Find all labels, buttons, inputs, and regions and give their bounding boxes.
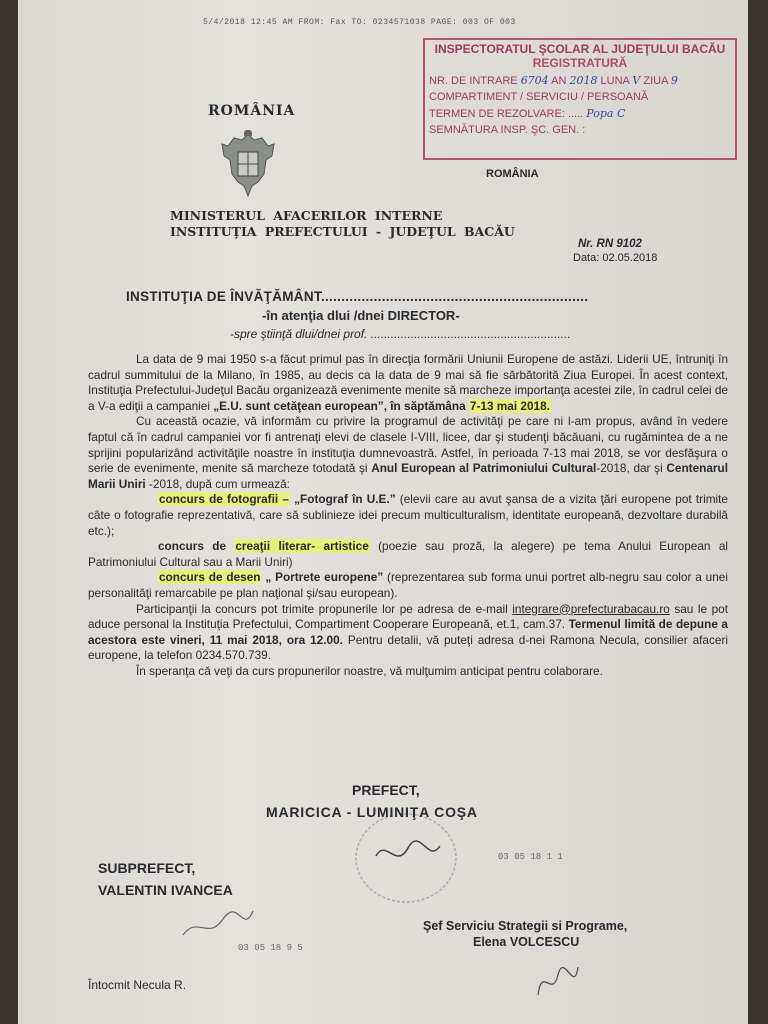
bullet-drawing-contest: concurs de desen „ Portrete europene” (reprezentarea sub forma unui portret alb-negru sau color a unei personalităţi remarcabile pe plan naţional şi/sau european). — [88, 570, 728, 600]
registry-stamp — [423, 38, 737, 160]
service-head-title: Şef Serviciu Strategii si Programe, — [423, 919, 628, 933]
coat-of-arms-icon — [218, 130, 278, 202]
addressee-teacher: -spre ştiinţă dlui/dnei prof. ............................................................ — [230, 327, 571, 341]
subprefect-block — [98, 857, 233, 901]
bullet-photo-contest: concurs de fotografii – „Fotograf în U.E.” (elevii care au avut şansa de a vizita ţări europene pot trimite câte o fotografie reprezentativă, care să sublinieze idei precum multiculturalism, identitate europeană, dezvoltare durabilă etc.); — [88, 492, 728, 538]
service-head-block — [423, 918, 627, 950]
subprefect-name: VALENTIN IVANCEA — [98, 882, 233, 898]
service-head-signature-icon — [528, 955, 588, 1005]
addressee-institution: INSTITUŢIA DE ÎNVĂŢĂMÂNT.................................................................. — [126, 289, 589, 304]
drafted-by: Întocmit Necula R. — [88, 978, 187, 992]
subprefect-signature-icon — [178, 905, 258, 945]
email-link[interactable]: integrare@prefecturabacau.ro — [512, 601, 670, 616]
stamp-subtitle: REGISTRATURĂ — [532, 56, 628, 70]
paragraph-closing: În speranţa că veţi da curs propunerilor noastre, vă mulţumim anticipat pentru colaborare. — [136, 663, 603, 678]
stamp-row-deadline: TERMEN DE REZOLVARE: ..... Popa C — [429, 107, 626, 120]
prefect-title: PREFECT, — [352, 782, 420, 798]
paragraph-submission: Participanţii la concurs pot trimite propunerile lor pe adresa de e-mail integrare@prefecturabacau.ro sau le pot aduce personal la Instituţia Prefectului, Compartiment Cooperare Europeană, et.1, cam.37. Termenul limită de depune a acestora este vineri, 11 mai 2018, ora 12.00. Pentru detalii, vă puteţi adresa d-nei Ramona Necula, consilier afaceri europene, la telefon 0234.570.739. — [88, 601, 728, 663]
reference-number: Nr. RN 9102 — [578, 238, 642, 250]
subprefect-title: SUBPREFECT, — [98, 860, 196, 876]
stamp-title: INSPECTORATUL ŞCOLAR AL JUDEŢULUI BACĂU — [434, 42, 726, 56]
bullet-literary-contest: concurs de creaţii literar- artistice (poezie sau proză, la alegere) pe tema Anului European al Patrimoniului Cultural sau a Marii Uniri) — [88, 539, 728, 569]
date-stamp-prefect: 03 05 18 1 1 — [498, 852, 563, 862]
prefect-name: MARICICA - LUMINIŢA COŞA — [266, 804, 478, 820]
letter-body — [88, 352, 728, 679]
date-stamp-subprefect: 03 05 18 9 5 — [238, 943, 303, 953]
paragraph-program: Cu această ocazie, vă informăm cu privire la programul de activităţi pe care ni l-am propus, având în vedere faptul că în cadrul campaniei vor fi antrenaţi elevi de clasele I-VIII, licee, dar şi studenţi băcăuani, cu rugămintea de a ne sprijini popularizând activităţile noastre în instituţia dumnevoastră. Astfel, în perioada 7-13 mai 2018, se vor desfăşura o serie de evenimente, menite să marcheze totodată şi Anul European al Patrimoniului Cultural-2018, dar şi Centenarul Marii Uniri -2018, după cum urmează: — [88, 414, 728, 491]
service-head-name: Elena VOLCESCU — [473, 935, 580, 949]
document-date: Data: 02.05.2018 — [573, 252, 658, 264]
round-seal-icon — [336, 808, 476, 908]
document-page — [18, 0, 748, 1024]
ministry-header: MINISTERUL AFACERILOR INTERNE INSTITUŢIA PREFECTULUI - JUDEŢUL BACĂU — [170, 208, 515, 239]
paragraph-intro: La data de 9 mai 1950 s-a făcut primul pas în direcţia formării Uniunii Europene de astăzi. Liderii UE, întruniţi în cadrul summitului de la Milano, în 1985, au decis ca la data de 9 mai să fie sărbătorită Ziua Europei. În acest context, Instituţia Prefectului-Judeţul Bacău organizează evenimente menite să marcheze importanţa acestei zile, în cadrul celei de a V-a ediţii a campaniei „E.U. sunt cetăţean european”, în săptămâna 7-13 mai 2018. — [88, 352, 728, 413]
stamp-row-entry: NR. DE INTRARE 6704 AN 2018 LUNA V ZIUA 9 — [429, 74, 678, 87]
stamp-row-signature: SEMNĂTURA INSP. ŞC. GEN. : — [429, 124, 586, 136]
fax-header: 5/4/2018 12:45 AM FROM: Fax TO: 0234571038 PAGE: 003 OF 003 — [203, 18, 516, 27]
addressee-director: -în atenţia dlui /dnei DIRECTOR- — [262, 308, 460, 323]
stamp-row-department: COMPARTIMENT / SERVICIU / PERSOANĂ — [429, 91, 649, 103]
stamp-country: ROMÂNIA — [486, 168, 539, 180]
header-country: ROMÂNIA — [208, 103, 296, 119]
